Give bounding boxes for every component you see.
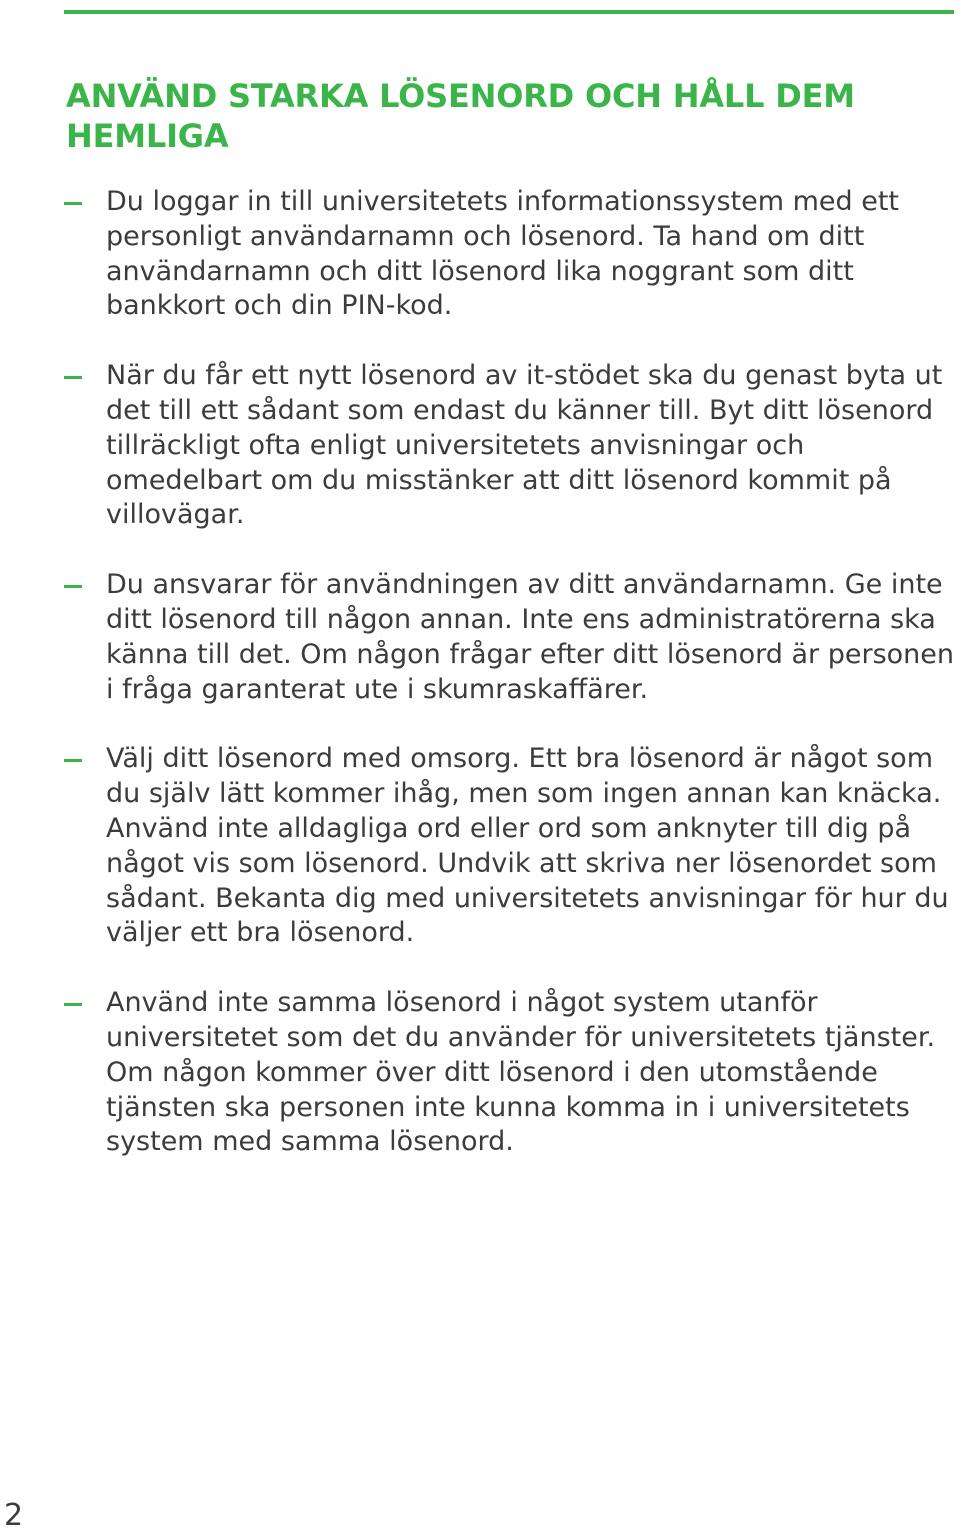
- dash-icon: [64, 759, 82, 762]
- list-item: [0, 742, 960, 951]
- list-item: [0, 359, 960, 533]
- page-heading: ANVÄND STARKA LÖSENORD OCH HÅLL DEM HEMLIGA: [66, 77, 855, 155]
- list-item: [0, 986, 960, 1160]
- bullet-text: Välj ditt lösenord med omsorg. Ett bra lösenord är något som du själv lätt kommer ihåg, men som ingen annan kan knäcka. Använd inte alldagliga ord eller ord som anknyter till dig på något vis som lösenord. Undvik att skriva ner lösenordet som sådant. Bekanta dig med universitetets anvisningar för hur du väljer ett bra lösenord.: [106, 743, 949, 949]
- bullet-text: Du loggar in till universitetets informationssystem med ett personligt användarnamn och lösenord. Ta hand om ditt användarnamn och ditt lösenord lika noggrant som ditt bankkort och din PIN-kod.: [106, 186, 900, 322]
- bullet-text: Använd inte samma lösenord i något system utanför universitetet som det du använder för universitetets tjänster. Om någon kommer över ditt lösenord i den utomstående tjänsten ska personen inte kunna komma in i universitetets system med samma lösenord.: [106, 987, 936, 1158]
- top-rule: [64, 10, 954, 14]
- dash-icon: [64, 202, 82, 205]
- list-item: [0, 185, 960, 324]
- dash-icon: [64, 376, 82, 379]
- list-item: [0, 568, 960, 707]
- bullet-list: [0, 185, 960, 1195]
- page-number: 2: [4, 1498, 24, 1533]
- dash-icon: [64, 1003, 82, 1006]
- dash-icon: [64, 585, 82, 588]
- bullet-text: När du får ett nytt lösenord av it-stödet ska du genast byta ut det till ett sådant som endast du känner till. Byt ditt lösenord tillräckligt ofta enligt universitetets anvisningar och omedelbart om du misstänker att ditt lösenord kommit på villovägar.: [106, 360, 943, 531]
- bullet-text: Du ansvarar för användningen av ditt användarnamn. Ge inte ditt lösenord till någon annan. Inte ens administratörerna ska känna till det. Om någon frågar efter ditt lösenord är personen i fråga garanterat ute i skumraskaffärer.: [106, 569, 954, 705]
